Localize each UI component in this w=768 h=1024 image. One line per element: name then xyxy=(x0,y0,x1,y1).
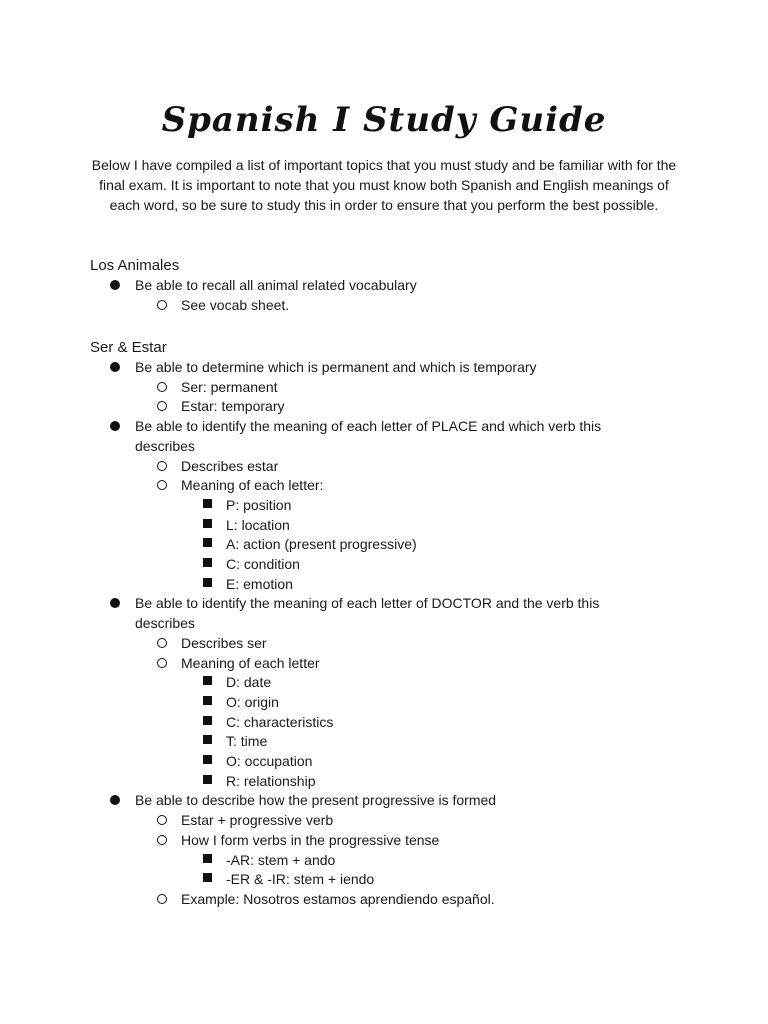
list-item: A: action (present progressive) xyxy=(90,535,690,555)
square-bullet-icon xyxy=(203,535,212,555)
section-heading: Los Animales xyxy=(90,257,180,274)
list-item: Estar: temporary xyxy=(90,397,690,417)
circle-bullet-icon xyxy=(157,890,167,910)
list-item: T: time xyxy=(90,732,690,752)
list-item: Estar + progressive verb xyxy=(90,811,690,831)
list-item: Ser: permanent xyxy=(90,378,690,398)
circle-bullet-icon xyxy=(157,378,167,398)
intro-paragraph: Below I have compiled a list of important topics that you must study and be familiar with for the final exam. It is important to note that you must know both Spanish and English meanings of each word, so be sure to study this in order to ensure that you perform the best possible. xyxy=(91,157,677,213)
list-item: L: location xyxy=(90,516,690,536)
square-bullet-icon xyxy=(203,555,212,575)
bullet-icon xyxy=(110,594,120,614)
list-item: D: date xyxy=(90,673,690,693)
list-item: Be able to determine which is permanent and which is temporary xyxy=(90,358,690,378)
list-item: O: origin xyxy=(90,693,690,713)
circle-bullet-icon xyxy=(157,296,167,316)
list-item: Meaning of each letter xyxy=(90,654,690,674)
list-item: Be able to recall all animal related vocabulary xyxy=(90,276,690,296)
square-bullet-icon xyxy=(203,772,212,792)
list-item: C: characteristics xyxy=(90,713,690,733)
circle-bullet-icon xyxy=(157,831,167,851)
square-bullet-icon xyxy=(203,870,212,890)
square-bullet-icon xyxy=(203,693,212,713)
list-item: P: position xyxy=(90,496,690,516)
list-item: Describes estar xyxy=(90,457,690,477)
list-item: Be able to describe how the present progressive is formed xyxy=(90,791,690,811)
circle-bullet-icon xyxy=(157,634,167,654)
list-item: Be able to identify the meaning of each letter of DOCTOR and the verb this describes xyxy=(90,594,690,633)
circle-bullet-icon xyxy=(157,457,167,477)
section-ser-estar xyxy=(90,338,690,910)
section-heading: Ser & Estar xyxy=(90,339,167,356)
section-los-animales xyxy=(90,256,690,315)
circle-bullet-icon xyxy=(157,654,167,674)
square-bullet-icon xyxy=(203,713,212,733)
square-bullet-icon xyxy=(203,516,212,536)
circle-bullet-icon xyxy=(157,476,167,496)
circle-bullet-icon xyxy=(157,397,167,417)
list-item: How I form verbs in the progressive tense xyxy=(90,831,690,851)
circle-bullet-icon xyxy=(157,811,167,831)
bullet-icon xyxy=(110,791,120,811)
list-item: E: emotion xyxy=(90,575,690,595)
square-bullet-icon xyxy=(203,673,212,693)
square-bullet-icon xyxy=(203,851,212,871)
page-title: Spanish I Study Guide xyxy=(161,100,607,140)
list-item: R: relationship xyxy=(90,772,690,792)
square-bullet-icon xyxy=(203,575,212,595)
square-bullet-icon xyxy=(203,732,212,752)
bullet-icon xyxy=(110,417,120,437)
bullet-icon xyxy=(110,276,120,296)
list-item: Meaning of each letter: xyxy=(90,476,690,496)
list-item: C: condition xyxy=(90,555,690,575)
list-item: Describes ser xyxy=(90,634,690,654)
bullet-icon xyxy=(110,358,120,378)
square-bullet-icon xyxy=(203,496,212,516)
list-item: -AR: stem + ando xyxy=(90,851,690,871)
list-item: Be able to identify the meaning of each letter of PLACE and which verb this describes xyxy=(90,417,690,456)
list-item: O: occupation xyxy=(90,752,690,772)
list-item: Example: Nosotros estamos aprendiendo español. xyxy=(90,890,690,910)
list-item: See vocab sheet. xyxy=(90,296,690,316)
list-item: -ER & -IR: stem + iendo xyxy=(90,870,690,890)
square-bullet-icon xyxy=(203,752,212,772)
